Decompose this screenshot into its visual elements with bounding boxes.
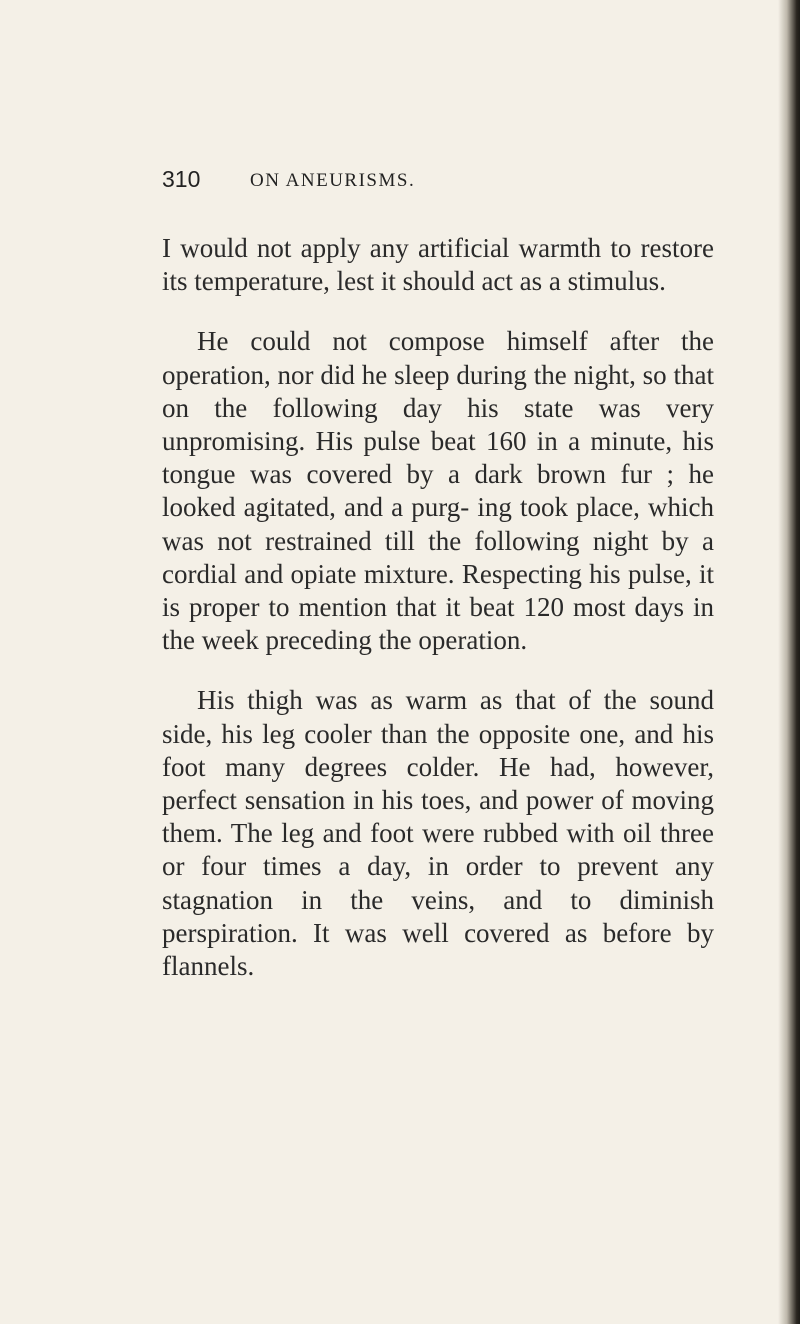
paragraph-3: His thigh was as warm as that of the sound side, his leg cooler than the opposite one, and his foot many degrees colder. He had, however, perfect sensation in his toes, and power of moving them. The leg and foot were rubbed with oil three or four times a day, in order to prevent any stagnation in the veins, and to diminish perspiration. It was well covered as before by flannels. [162, 685, 714, 982]
page-edge-shadow [778, 0, 800, 1324]
paragraph-1: I would not apply any artificial warmth to restore its temperature, lest it should act as a stimulus. [162, 233, 714, 297]
paragraph-2: He could not compose himself after the operation, nor did he sleep during the night, so that on the following day his state was very unpromising. His pulse beat 160 in a minute, his tongue was covered by a dark brown fur ; he looked agitated, and a purg- ing took place, which was not restrained till the following night by a cordial and opiate mixture. Respecting his pulse, it is proper to mention that it beat 120 most days in the week preceding the operation. [162, 326, 714, 656]
page-number: 310 [162, 166, 201, 192]
running-title: ON ANEURISMS. [250, 170, 416, 191]
body-text [162, 232, 714, 983]
